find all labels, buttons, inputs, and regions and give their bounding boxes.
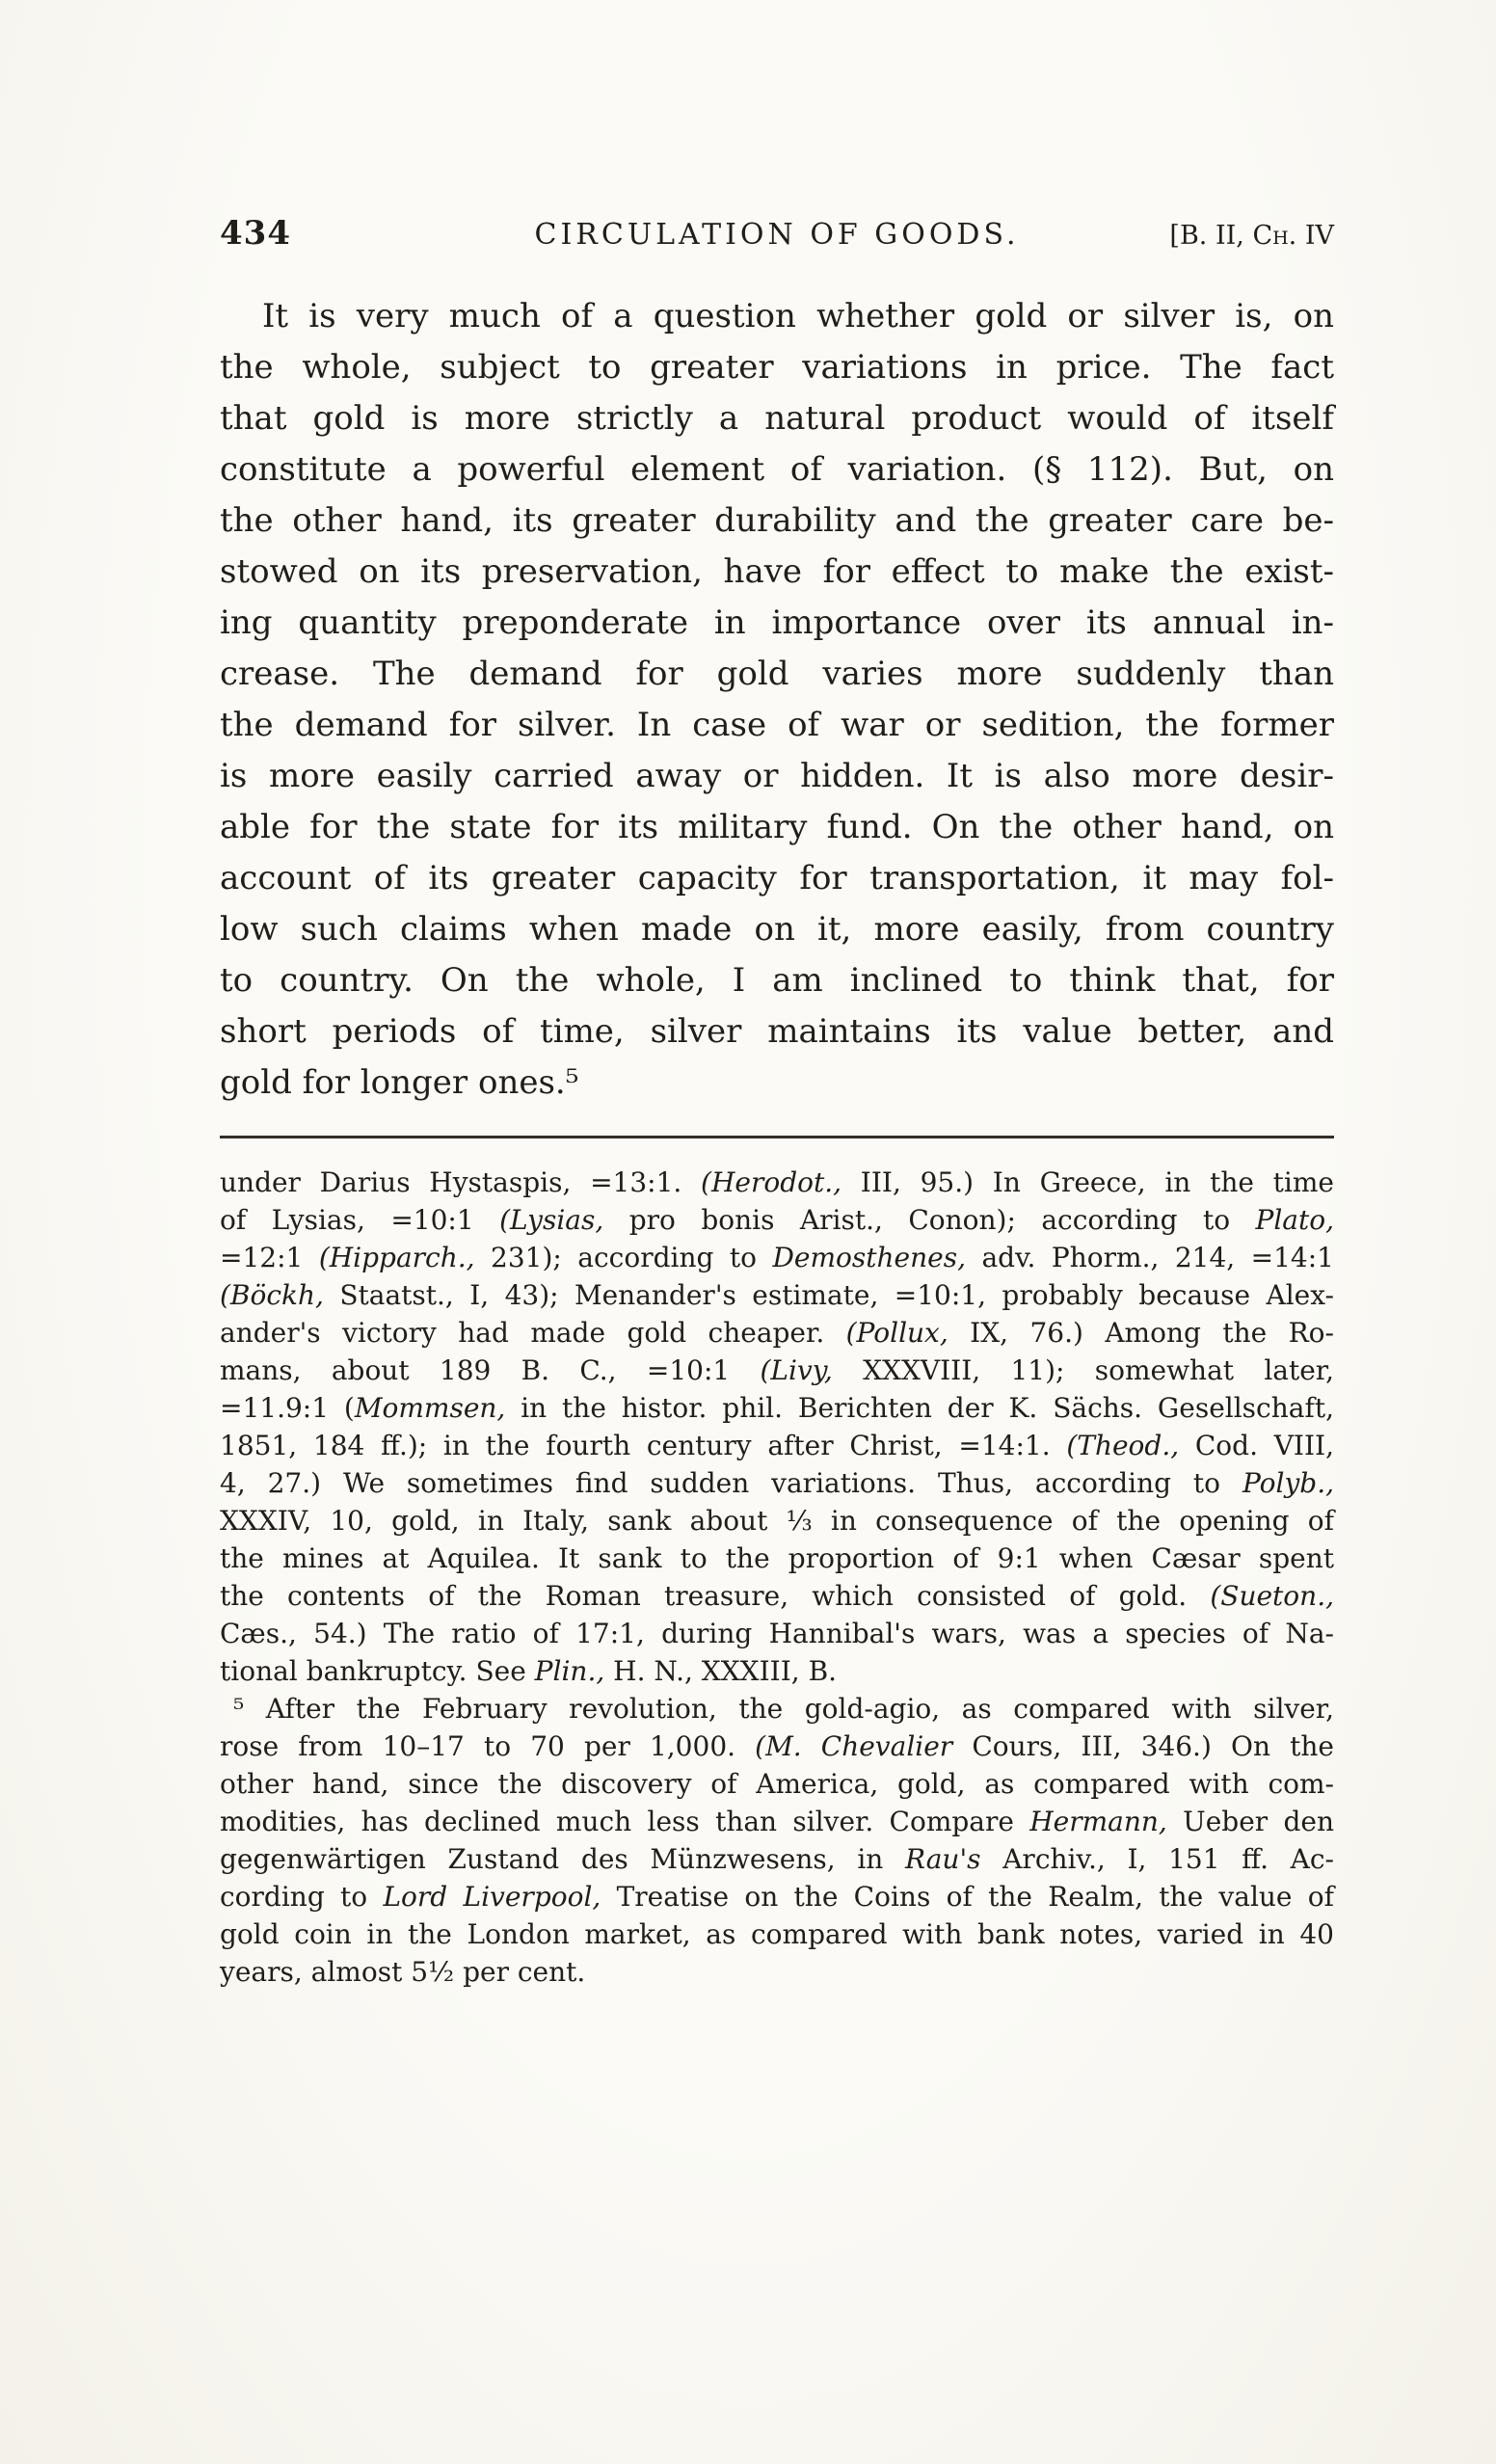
text-run: pro bonis Arist., Conon); according to (603, 1204, 1256, 1236)
italic-text-run: Plin., (534, 1655, 605, 1687)
footnote-5 (220, 1690, 1334, 1991)
italic-text-run: Demosthenes, (772, 1242, 966, 1273)
body-line (220, 393, 1334, 444)
text-run: Archiv., I, 151 ff. Ac- (980, 1843, 1335, 1875)
italic-text-run: (Livy, (760, 1354, 833, 1386)
text-run: Cæs., 54.) The ratio of 17:1, during Hannibal's wars, was a species of Na- (220, 1618, 1334, 1649)
italic-text-run: Plato, (1255, 1204, 1335, 1236)
italic-text-run: Polyb., (1242, 1467, 1334, 1499)
italic-text-run: (Hipparch., (318, 1242, 475, 1273)
footnote-line (220, 1577, 1334, 1615)
footnote-line (220, 1540, 1334, 1577)
text-run: 4, 27.) We sometimes find sudden variations. Thus, according to (220, 1467, 1242, 1499)
text-run: the mines at Aquilea. It sank to the proportion of 9:1 when Cæsar spent (220, 1542, 1334, 1574)
body-line (220, 444, 1334, 495)
footnote-line (220, 1276, 1334, 1314)
chapter-reference: [B. II, Ch. IV (1169, 221, 1334, 251)
text-run: the other hand, its greater durability and the greater care be- (220, 501, 1334, 540)
body-line (220, 291, 1334, 342)
body-line (220, 751, 1334, 802)
footnote-line (220, 1164, 1334, 1201)
footnote-line (220, 1389, 1334, 1427)
text-run: =12:1 (220, 1242, 319, 1273)
body-line (220, 802, 1334, 853)
text-run: other hand, since the discovery of America, gold, as compared with com- (220, 1768, 1334, 1800)
italic-text-run: Mommsen, (354, 1392, 506, 1424)
text-run: under Darius Hystaspis, =13:1. (220, 1166, 702, 1198)
text-run: to country. On the whole, I am inclined to think that, for (220, 961, 1334, 1000)
footnote-line (220, 1803, 1334, 1840)
text-run: Cours, III, 346.) On the (952, 1730, 1334, 1762)
text-run: ⁵ After the February revolution, the gold-agio, as compared with silver, (233, 1693, 1334, 1725)
footnote-continuation (220, 1164, 1334, 1690)
body-line (220, 649, 1334, 700)
text-run: XXXVIII, 11); somewhat later, (832, 1354, 1334, 1386)
footnote-line (220, 1352, 1334, 1389)
text-run: constitute a powerful element of variation. (§ 112). But, on (220, 450, 1334, 489)
italic-text-run: (Böckh, (220, 1279, 324, 1311)
text-run: stowed on its preservation, have for effect to make the exist- (220, 552, 1334, 591)
text-run: Cod. VIII, (1179, 1430, 1334, 1461)
italic-text-run: Hermann, (1029, 1806, 1167, 1837)
body-line (220, 342, 1334, 393)
body-line (220, 700, 1334, 751)
page-header (220, 214, 1334, 253)
footnote-line (220, 1840, 1334, 1878)
text-run: Treatise on the Coins of the Realm, the value of (601, 1881, 1335, 1913)
text-run: XXXIV, 10, gold, in Italy, sank about ⅓ in consequence of the opening of (220, 1505, 1334, 1537)
text-run: the demand for silver. In case of war or sedition, the former (220, 706, 1334, 744)
body-line (220, 598, 1334, 649)
text-run: gold for longer ones.⁵ (220, 1063, 579, 1102)
italic-text-run: (Theod., (1066, 1430, 1180, 1461)
body-line (220, 547, 1334, 598)
text-run: mans, about 189 B. C., =10:1 (220, 1354, 761, 1386)
text-run: rose from 10–17 to 70 per 1,000. (220, 1730, 756, 1762)
footnote-line (220, 1464, 1334, 1502)
text-run: account of its greater capacity for transportation, it may fol- (220, 859, 1334, 897)
text-run: Ueber den (1166, 1806, 1335, 1837)
body-line (220, 1006, 1334, 1058)
running-title: CIRCULATION OF GOODS. (534, 218, 1020, 252)
text-run: is more easily carried away or hidden. It is also more desir- (220, 757, 1334, 795)
body-line (220, 495, 1334, 547)
page-content (220, 214, 1334, 1991)
italic-text-run: (M. Chevalier (755, 1730, 953, 1762)
text-run: ander's victory had made gold cheaper. (220, 1317, 846, 1349)
text-run: tional bankruptcy. See (220, 1655, 535, 1687)
text-run: modities, has declined much less than silver. Compare (220, 1806, 1030, 1837)
footnote-line (220, 1915, 1334, 1953)
text-run: =11.9:1 ( (220, 1392, 355, 1424)
text-run: 231); according to (474, 1242, 773, 1273)
italic-text-run: Rau's (905, 1843, 981, 1875)
footnote-line (220, 1765, 1334, 1803)
footnote-line (220, 1502, 1334, 1540)
text-run: gegenwärtigen Zustand des Münzwesens, in (220, 1843, 906, 1875)
footnote-line (220, 1427, 1334, 1464)
text-run: IX, 76.) Among the Ro- (948, 1317, 1334, 1349)
italic-text-run: (Lysias, (499, 1204, 604, 1236)
body-paragraph (220, 291, 1334, 1109)
footnote-line (220, 1314, 1334, 1352)
text-run: H. N., XXXIII, B. (604, 1655, 838, 1687)
body-line (220, 1058, 1334, 1109)
text-run: low such claims when made on it, more easily, from country (220, 910, 1334, 949)
text-run: Staatst., I, 43); Menander's estimate, =10:1, probably because Alex- (323, 1279, 1334, 1311)
text-run: the whole, subject to greater variations in price. The fact (220, 348, 1334, 387)
text-run: able for the state for its military fund. On the other hand, on (220, 808, 1334, 846)
body-line (220, 853, 1334, 904)
footnote-line (220, 1878, 1334, 1915)
text-run: III, 95.) In Greece, in the time (842, 1166, 1334, 1198)
italic-text-run: (Sueton., (1210, 1580, 1334, 1612)
text-run: of Lysias, =10:1 (220, 1204, 500, 1236)
body-line (220, 904, 1334, 955)
footnote-line (220, 1953, 1334, 1991)
italic-text-run: (Herodot., (701, 1166, 842, 1198)
text-run: cording to (220, 1881, 384, 1913)
text-run: years, almost 5½ per cent. (220, 1956, 586, 1988)
footnote-line (220, 1615, 1334, 1652)
text-run: the contents of the Roman treasure, which consisted of gold. (220, 1580, 1211, 1612)
footnote-line (220, 1652, 1334, 1690)
text-run: short periods of time, silver maintains its value better, and (220, 1012, 1334, 1051)
text-run: that gold is more strictly a natural product would of itself (220, 399, 1334, 438)
text-run: gold coin in the London market, as compared with bank notes, varied in 40 (220, 1918, 1334, 1950)
text-run: 1851, 184 ff.); in the fourth century after Christ, =14:1. (220, 1430, 1067, 1461)
text-run: adv. Phorm., 214, =14:1 (965, 1242, 1334, 1273)
italic-text-run: Lord Liverpool, (383, 1881, 601, 1913)
footnote-line (220, 1727, 1334, 1765)
text-run: in the histor. phil. Berichten der K. Sächs. Gesellschaft, (505, 1392, 1334, 1424)
text-run: It is very much of a question whether gold or silver is, on (262, 297, 1334, 335)
footnote-separator-rule (220, 1136, 1334, 1138)
italic-text-run: (Pollux, (845, 1317, 948, 1349)
text-run: crease. The demand for gold varies more suddenly than (220, 655, 1334, 693)
page-number: 434 (220, 214, 291, 253)
body-line (220, 955, 1334, 1006)
footnote-line (220, 1690, 1334, 1727)
footnote-line (220, 1201, 1334, 1239)
footnote-line (220, 1239, 1334, 1276)
text-run: ing quantity preponderate in importance over its annual in- (220, 603, 1334, 642)
